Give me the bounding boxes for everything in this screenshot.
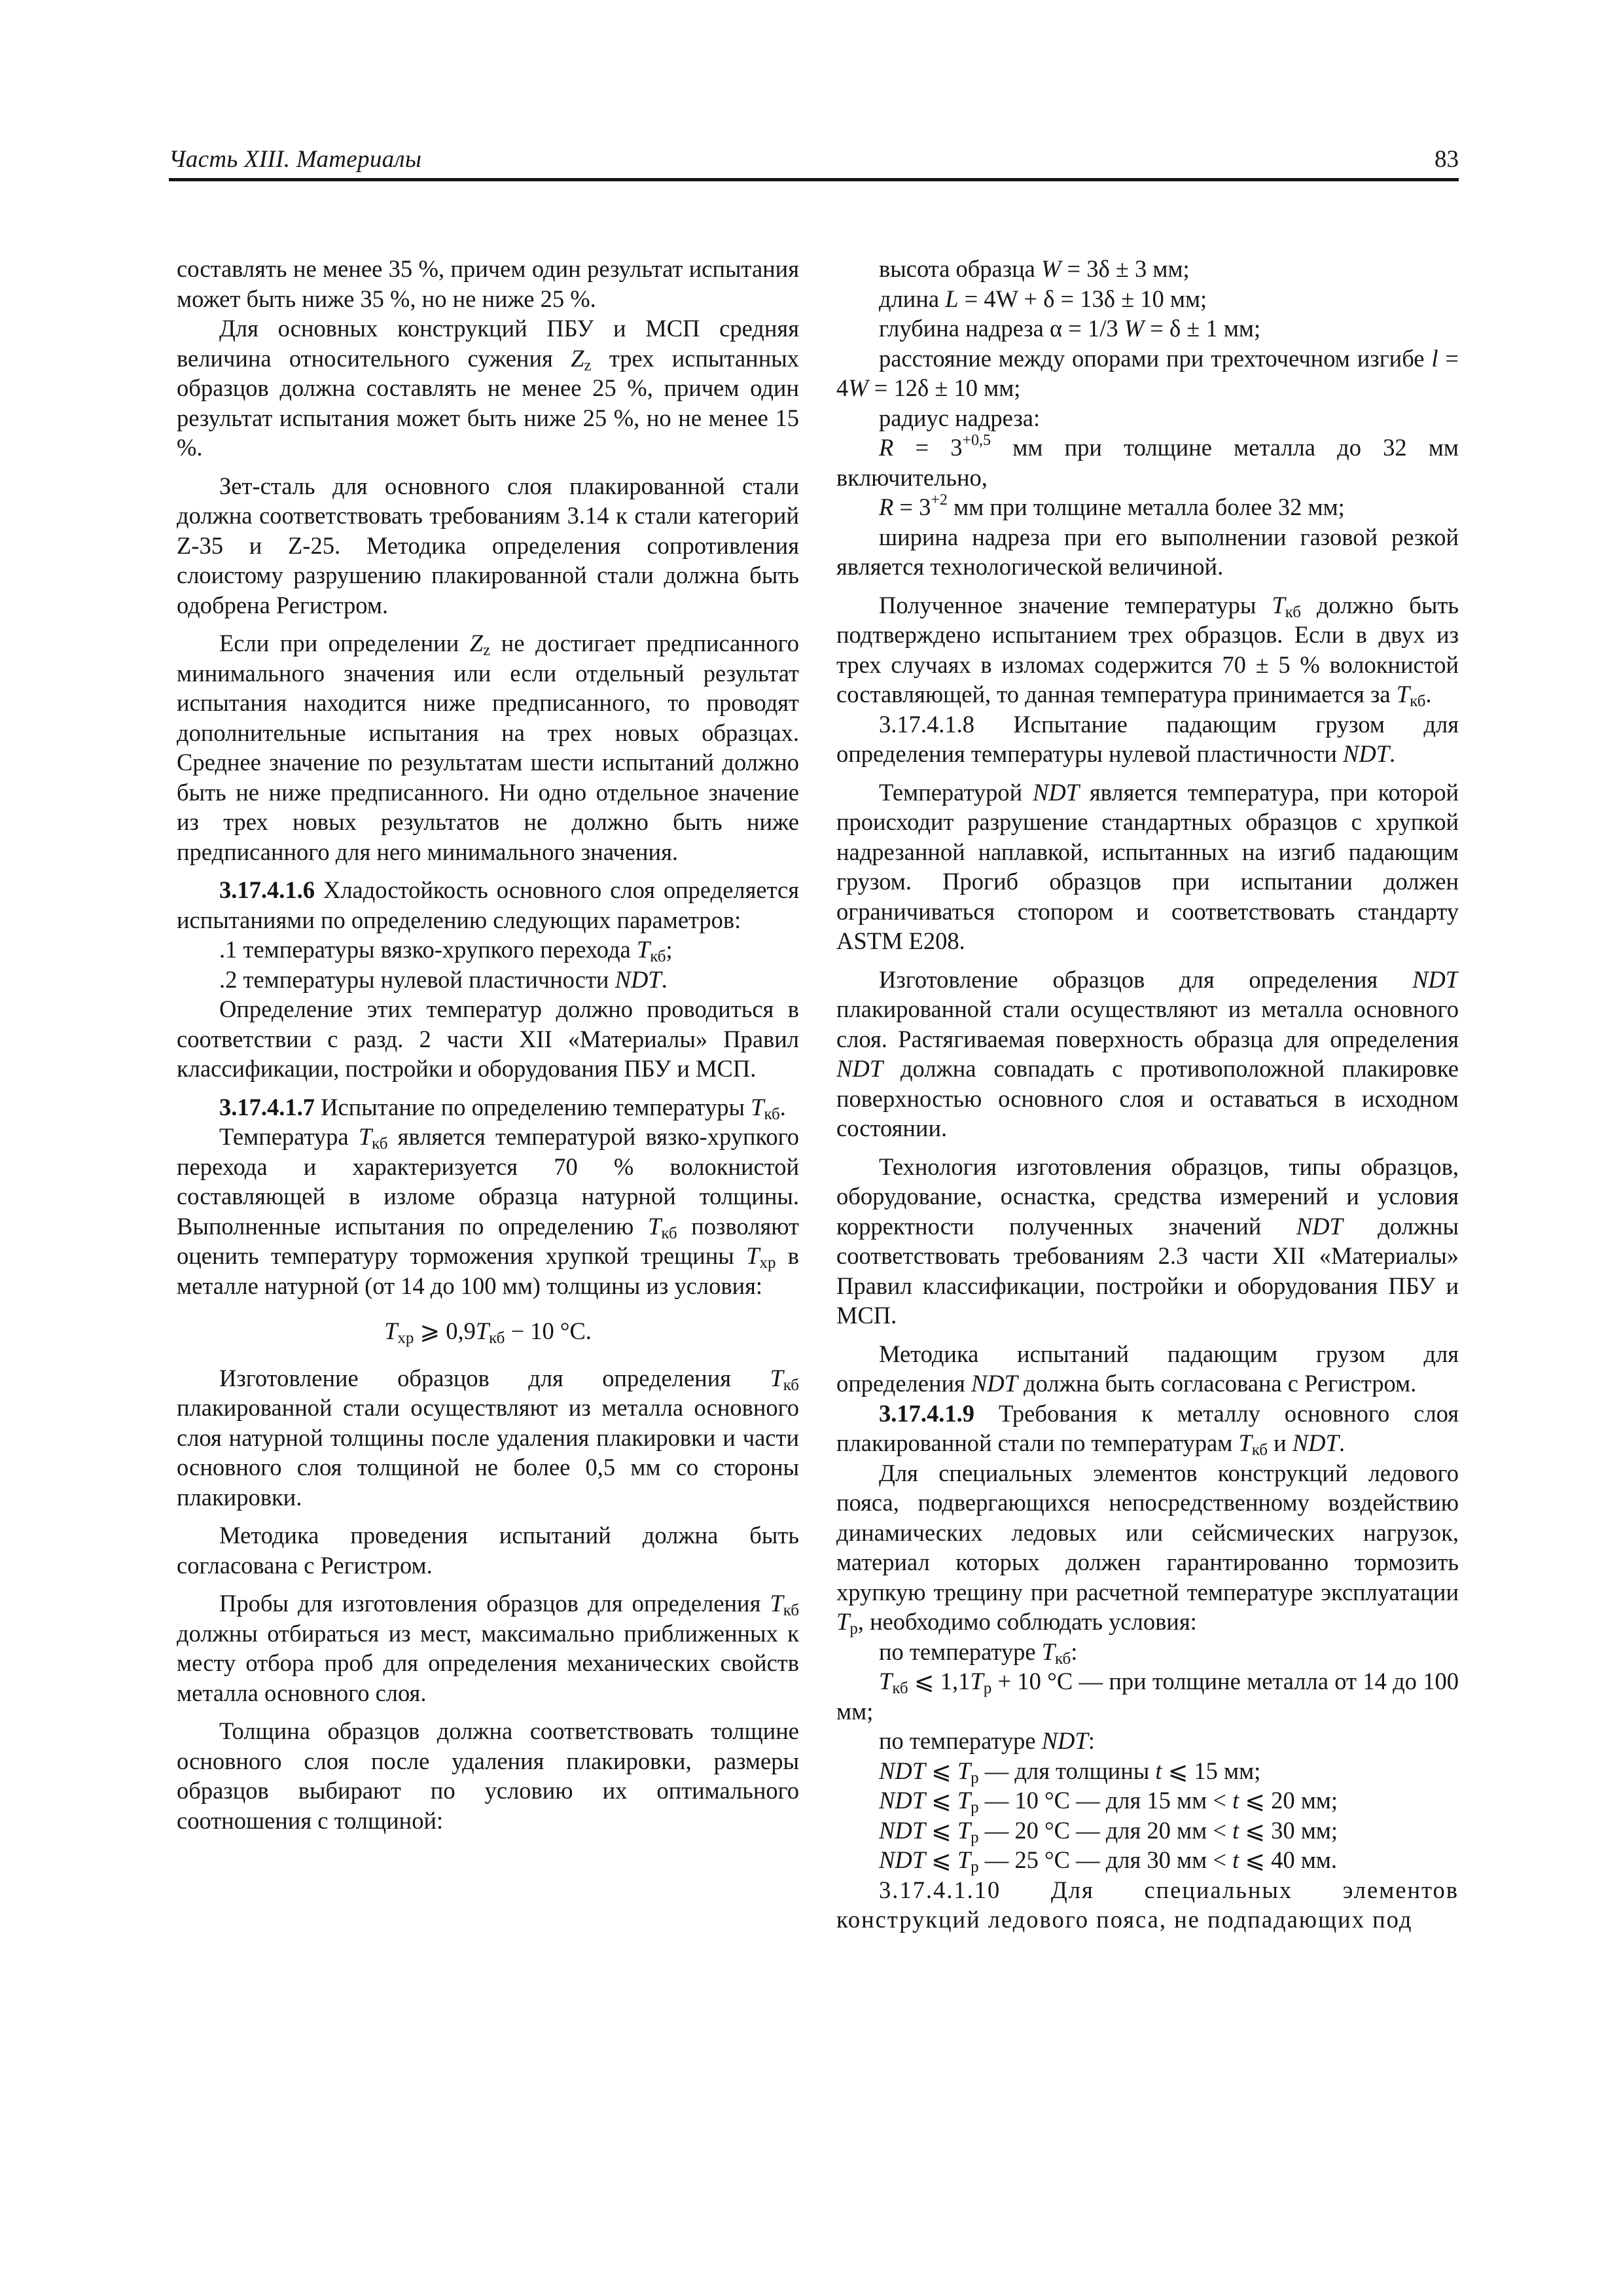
section-paragraph: 3.17.4.1.6 Хладостойкость основного слоя определяется испытаниями по определению следующих параметров: — [177, 876, 799, 933]
condition-line: $T_{кб}$ ⩽ $1,1T_р + 10$ °С — при толщине металла от 14 до 100 мм; — [836, 1668, 1459, 1725]
paragraph: Если при определении $Z_z$ не достигает предписанного минимального значения или если отдельный результат испытания находится ниже предписанного, то проводят дополнительные испытания на трех новых образцах. Среднее значение по результатам шести испытаний должно быть не ниже предписанного. Ни одно отдельное значение из трех новых результатов не должно быть ниже предписанного для него минимального значения. — [177, 630, 799, 865]
condition-line: NDT ⩽ $T_р$ — 25 °С — для 30 мм < t ⩽ 40 мм. — [879, 1846, 1338, 1876]
paragraph: Полученное значение температуры $T_{кб}$ должно быть подтверждено испытанием трех образцов. Если в двух из трех случаях в изломах содержится 70 ± 5 % волокнистой составляющей, то данная температура принимается за $T_{кб}$. — [836, 591, 1459, 710]
paragraph: составлять не менее 35 %, причем один результат испытания может быть ниже 35 %, но не ниже 25 %. — [177, 255, 799, 312]
condition-line: NDT ⩽ $T_р$ — 20 °С — для 20 мм < t ⩽ 30 мм; — [879, 1816, 1338, 1846]
paragraph: Методика проведения испытаний должна быть согласована с Регистром. — [177, 1522, 799, 1579]
page-number: 83 — [1435, 146, 1459, 173]
paragraph: Зет-сталь для основного слоя плакированной стали должна соответствовать требованиям 3.14 к стали категорий Z-35 и Z-25. Методика определения сопротивления слоистому разрушению плакированной стали должна быть одобрена Регистром. — [177, 472, 799, 619]
condition-line: по температуре $T_{кб}$: — [879, 1638, 1078, 1668]
paragraph: Изготовление образцов для определения NDT плакированной стали осуществляют из металла основного слоя. Растягиваемая поверхность образца для определения NDT должна совпадать с противоположной плакировке поверхностью основного слоя и оставаться в исходном состоянии. — [836, 965, 1459, 1141]
dimension-line: $R = 3^{+0,5}$ мм при толщине металла до 32 мм включительно, — [836, 432, 1459, 491]
section-number: 3.17.4.1.9 — [879, 1399, 974, 1427]
left-column — [177, 254, 799, 2191]
list-item: .1 температуры вязко-хрупкого перехода $T_{кб}$; — [219, 936, 673, 965]
dimension-line: радиус надреза: — [879, 404, 1041, 431]
dimension-line: длина L = 4W + δ = 13δ ± 10 мм; — [879, 285, 1207, 312]
paragraph: Температура $T_{кб}$ является температурой вязко-хрупкого перехода и характеризуется 70 % волокнистой составляющей в изломе образца натурной толщины. Выполненные испытания по определению $T_{кб}$ позволяют оценить температуру торможения хрупкой трещины $T_{хр}$ в металле натурной (от 14 до 100 мм) толщины из условия: — [177, 1123, 799, 1299]
paragraph: Для специальных элементов конструкций ледового пояса, подвергающихся непосредственному воздействию динамических ледовых или сейсмических нагрузок, материал которых должен гарантированно тормозить хрупкую трещину при расчетной температуре эксплуатации $T_р$, необходимо соблюдать условия: — [836, 1459, 1459, 1638]
paragraph: Для основных конструкций ПБУ и МСП средняя величина относительного сужения $Z_z$ трех испытанных образцов должна составлять не менее 25 %, причем один результат испытания может быть ниже 25 %, но не менее 15 %. — [177, 315, 799, 461]
section-number: 3.17.4.1.8 — [879, 710, 974, 738]
dimension-line: ширина надреза при его выполнении газовой резкой является технологической величиной. — [836, 523, 1459, 580]
paragraph: Методика испытаний падающим грузом для определения NDT должна быть согласована с Регистром. — [836, 1340, 1459, 1397]
dimension-line: $R = 3^{+2}$ мм при толщине металла более 32 мм; — [879, 492, 1345, 520]
condition-line: NDT ⩽ $T_р$ — 10 °С — для 15 мм < t ⩽ 20 мм; — [879, 1787, 1338, 1816]
dimension-line: высота образца W = 3δ ± 3 мм; — [879, 255, 1190, 282]
right-column — [836, 254, 1459, 2191]
paragraph: Технология изготовления образцов, типы образцов, оборудование, оснастка, средства измерений и условия корректности полученных значений NDT должны соответствовать требованиям 2.3 части XII «Материалы» Правил классификации, постройки и оборудования ПБУ и МСП. — [836, 1153, 1459, 1329]
paragraph: Определение этих температур должно проводиться в соответствии с разд. 2 части XII «Материалы» Правил классификации, постройки и оборудования ПБУ и МСП. — [177, 996, 799, 1082]
condition-line: NDT ⩽ $T_р$ — для толщины t ⩽ 15 мм; — [879, 1757, 1261, 1787]
list-item: .2 температуры нулевой пластичности NDT. — [219, 965, 668, 993]
header-rule — [169, 178, 1459, 181]
section-paragraph: 3.17.4.1.7 Испытание по определению температуры $T_{кб}$. — [219, 1093, 786, 1123]
condition-line: по температуре NDT: — [879, 1727, 1095, 1754]
section-paragraph: 3.17.4.1.8 Испытание падающим грузом для определения температуры нулевой пластичности NDT. — [836, 710, 1459, 767]
section-number: 3.17.4.1.6 — [219, 876, 315, 903]
paragraph: Толщина образцов должна соответствовать толщине основного слоя после удаления плакировки, размеры образцов выбирают по условию их оптимального соотношения с толщиной: — [177, 1717, 799, 1834]
section-paragraph: 3.17.4.1.9 Требования к металлу основного слоя плакированной стали по температурам $T_{кб}$ и NDT. — [836, 1399, 1459, 1459]
paragraph: Пробы для изготовления образцов для определения $T_{кб}$ должны отбираться из мест, максимально приближенных к месту отбора проб для определения механических свойств металла основного слоя. — [177, 1590, 799, 1706]
running-header — [169, 145, 1459, 179]
section-number: 3.17.4.1.7 — [219, 1093, 315, 1121]
dimension-line: глубина надреза α = 1/3 W = δ ± 1 мм; — [879, 315, 1261, 342]
section-number: 3.17.4.1.10 — [879, 1876, 1001, 1903]
formula: $T_{хр}$ ⩾ $0,9T_{кб} - 10$ °С. — [384, 1318, 592, 1347]
section-paragraph: 3.17.4.1.10 Для специальных элементов конструкций ледового пояса, не подпадающих под — [836, 1876, 1459, 1933]
dimension-line: расстояние между опорами при трехточечном изгибе l = 4W = 12δ ± 10 мм; — [836, 344, 1459, 401]
header-title: Часть XIII. Материалы — [169, 146, 422, 173]
paragraph: Изготовление образцов для определения $T_{кб}$ плакированной стали осуществляют из металла основного слоя натурной толщины после удаления плакировки и части основного слоя толщиной не более 0,5 мм со стороны плакировки. — [177, 1364, 799, 1511]
paragraph: Температурой NDT является температура, при которой происходит разрушение стандартных образцов с хрупкой надрезанной наплавкой, испытанных на изгиб падающим грузом. Прогиб образцов при испытании должен ограничиваться стопором и соответствовать стандарту ASTM E208. — [836, 778, 1459, 954]
